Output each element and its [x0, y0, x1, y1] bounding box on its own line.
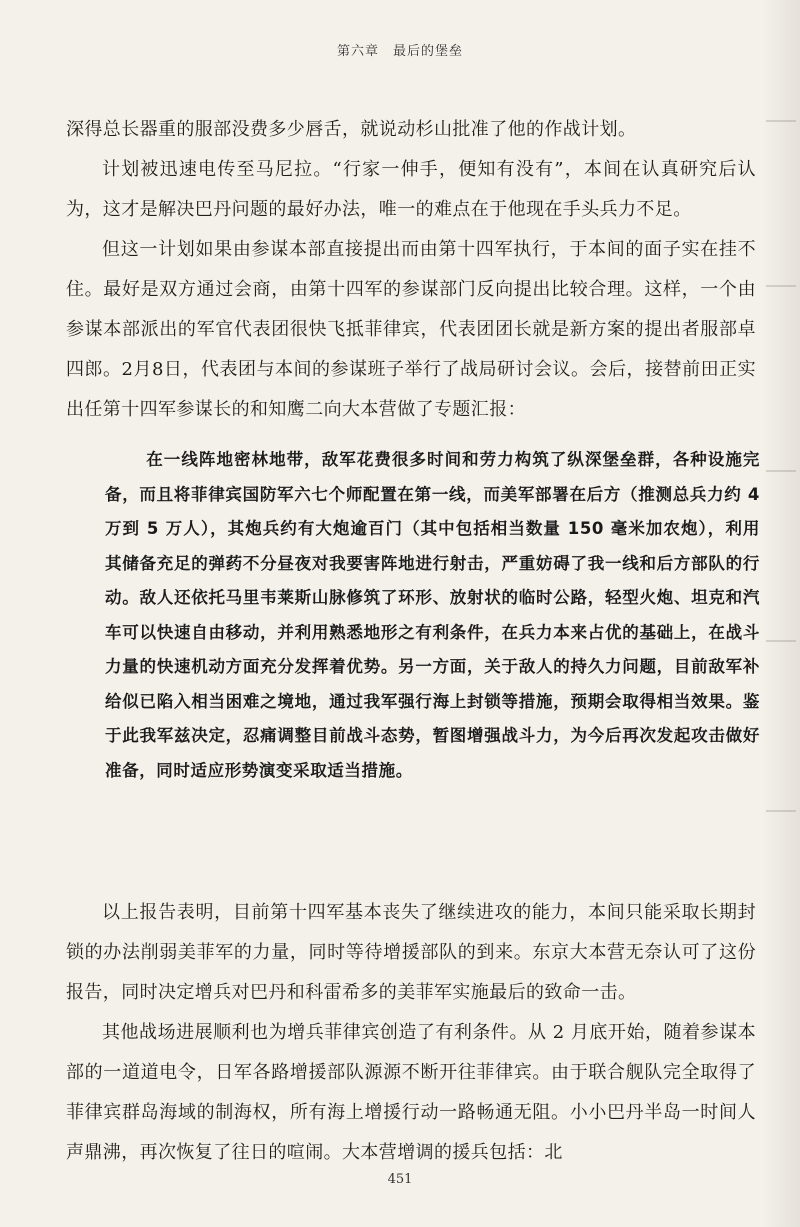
page-number: 451 — [387, 1172, 413, 1187]
paragraph: 其他战场进展顺利也为增兵菲律宾创造了有利条件。从 2 月底开始，随着参谋本部的一道道电令，日军各路增援部队源源不断开往菲律宾。由于联合舰队完全取得了菲律宾群岛海域的制海权，所有海上增援行动一路畅通无阻。小小巴丹半岛一时间人声鼎沸，再次恢复了往日的喧闹。大本营增调的援兵包括：北 — [66, 1022, 756, 1163]
body-text-bottom — [66, 893, 756, 1173]
paragraph-continued: 深得总长器重的服部没费多少唇舌，就说动杉山批准了他的作战计划。 — [66, 119, 637, 140]
paragraph: 计划被迅速电传至马尼拉。“行家一伸手，便知有没有”，本间在认真研究后认为，这才是解决巴丹问题的最好办法，唯一的难点在于他现在手头兵力不足。 — [66, 159, 756, 220]
block-quote — [105, 443, 760, 788]
edge-mark — [766, 120, 796, 122]
paragraph: 但这一计划如果由参谋本部直接提出而由第十四军执行，于本间的面子实在挂不住。最好是双方通过会商，由第十四军的参谋部门反向提出比较合理。这样，一个由参谋本部派出的军官代表团很快飞抵菲律宾，代表团团长就是新方案的提出者服部卓四郎。2月8日，代表团与本间的参谋班子举行了战局研讨会议。会后，接替前田正实出任第十四军参谋长的和知鹰二向大本营做了专题汇报： — [66, 239, 756, 420]
edge-mark — [766, 470, 796, 472]
quote-text: 在一线阵地密林地带，敌军花费很多时间和劳力构筑了纵深堡垒群，各种设施完备，而且将菲律宾国防军六七个师配置在第一线，而美军部署在后方（推测总兵力约 4 万到 5 万人），其炮兵约有大炮逾百门（其中包括相当数量 150 毫米加农炮），利用其储备充足的弹药不分昼夜对我要害阵地进行射击，严重妨碍了我一线和后方部队的行动。敌人还依托马里韦莱斯山脉修筑了环形、放射状的临时公路，轻型火炮、坦克和汽车可以快速自由移动，并利用熟悉地形之有利条件，在兵力本来占优的基础上，在战斗力量的快速机动方面充分发挥着优势。另一方面，关于敌人的持久力问题，目前敌军补给似已陷入相当困难之境地，通过我军强行海上封锁等措施，预期会取得相当效果。鉴于此我军兹决定，忍痛调整目前战斗态势，暂图增强战斗力，为今后再次发起攻击做好准备，同时适应形势演变采取适当措施。 — [105, 450, 760, 780]
edge-mark — [766, 285, 796, 287]
page-edge-shadow — [762, 0, 800, 1227]
running-head: 第六章 最后的堡垒 — [336, 44, 463, 59]
paragraph: 以上报告表明，目前第十四军基本丧失了继续进攻的能力，本间只能采取长期封锁的办法削弱美菲军的力量，同时等待增援部队的到来。东京大本营无奈认可了这份报告，同时决定增兵对巴丹和科雷希多的美菲军实施最后的致命一击。 — [66, 902, 756, 1003]
edge-mark — [766, 810, 796, 812]
edge-mark — [766, 640, 796, 642]
body-text-top — [66, 110, 756, 430]
